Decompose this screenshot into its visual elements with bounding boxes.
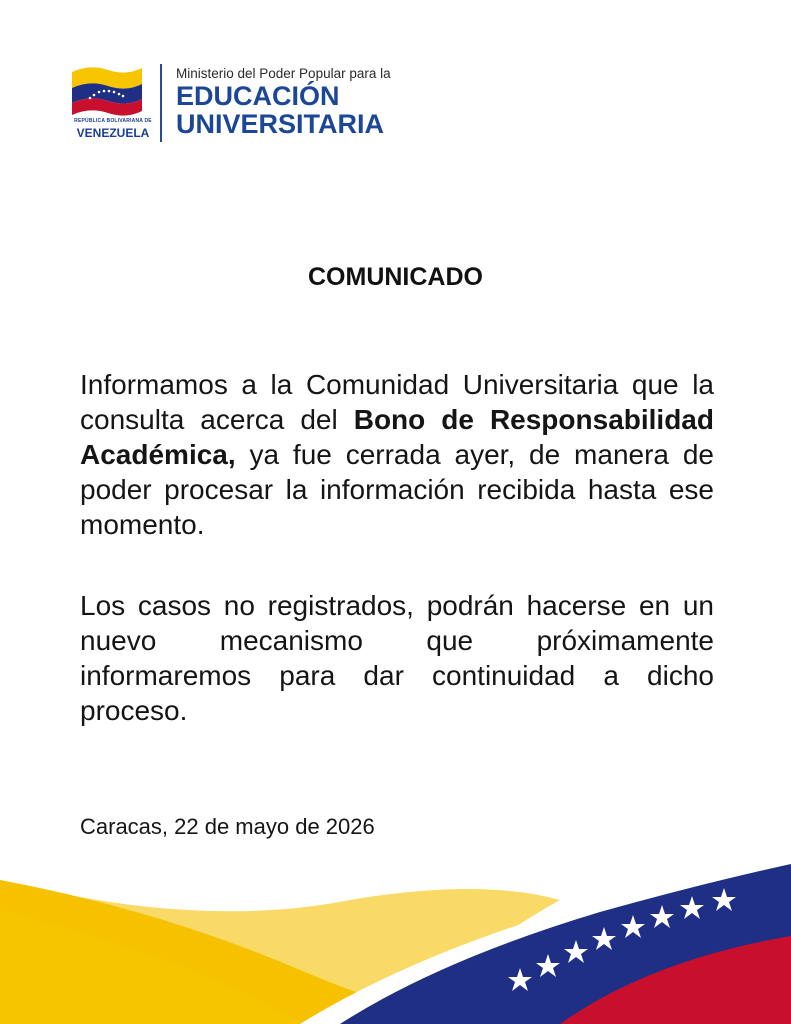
paragraph-1-bold-text: Bono de Responsabilidad Académica, [80, 404, 714, 470]
header-divider [160, 64, 162, 142]
ministry-title-line-2: UNIVERSITARIA [176, 109, 385, 139]
paragraph-1-text-a: Informamos a la Comunidad Universitaria que la consulta acerca del [80, 369, 714, 435]
country-big-label: VENEZUELA [76, 126, 150, 140]
ministry-title-line-1: EDUCACIÓN [176, 81, 340, 111]
dateline: Caracas, 22 de mayo de 2026 [80, 814, 375, 839]
venezuela-flag-icon [70, 62, 144, 116]
paragraph-1-text-b: ya fue cerrada ayer, de manera de poder procesar la información recibida hasta ese momento. [80, 439, 714, 540]
document-title: COMUNICADO [308, 263, 483, 291]
country-small-label: REPÚBLICA BOLIVARIANA DE [74, 118, 152, 124]
header-logo-block [70, 62, 410, 142]
paragraph-2: Los casos no registrados, podrán hacerse en un nuevo mecanismo que próximamente informaremos para dar continuidad a dicho proceso. [80, 590, 714, 726]
ministry-line: Ministerio del Poder Popular para la [176, 66, 391, 81]
paragraph-1 [80, 367, 714, 542]
venezuela-flag-wave-icon [0, 840, 791, 1024]
